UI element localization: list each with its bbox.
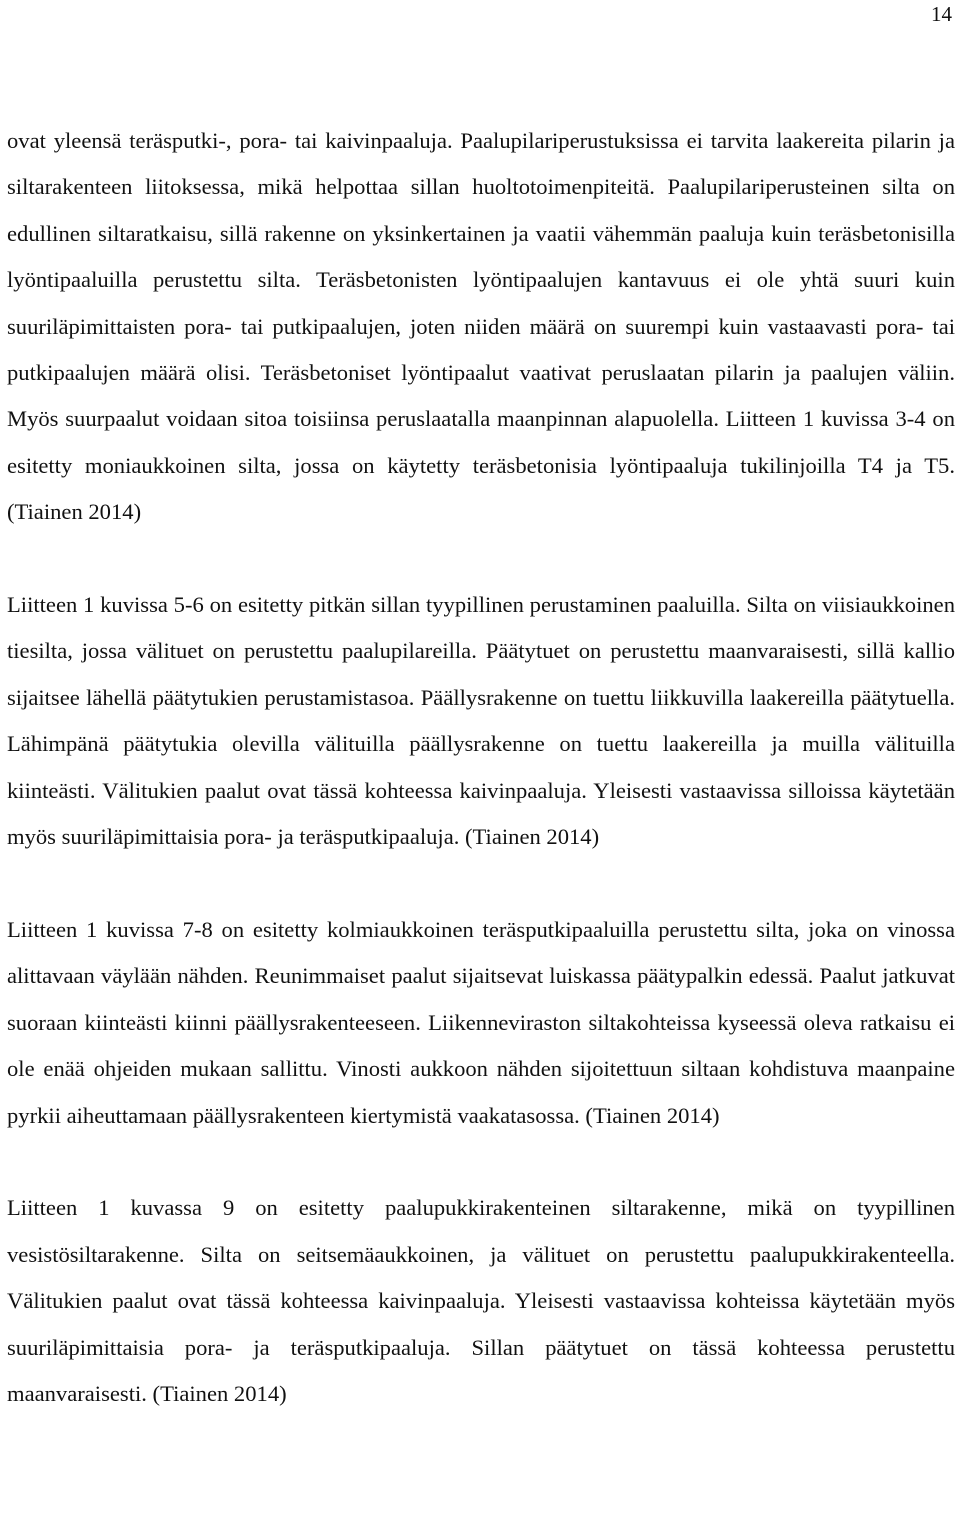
- body-text: [7, 118, 955, 1417]
- paragraph-4: Liitteen 1 kuvassa 9 on esitetty paalupukkirakenteinen siltarakenne, mikä on tyypillinen vesistösiltarakenne. Silta on seitsemäaukkoinen, ja välituet on perustettu paalupukkirakenteella. Välitukien paalut ovat tässä kohteessa kaivinpaaluja. Yleisesti vastaavissa kohteissa käytetään myös suuriläpimittaisia pora- ja teräsputkipaaluja. Sillan päätytuet on tässä kohteessa perustettu maanvaraisesti. (Tiainen 2014): [7, 1195, 955, 1406]
- paragraph-1: ovat yleensä teräsputki-, pora- tai kaivinpaaluja. Paalupilariperustuksissa ei tarvita laakereita pilarin ja siltarakenteen liitoksessa, mikä helpottaa sillan huoltotoimenpiteitä. Paalupilariperusteinen silta on edullinen siltaratkaisu, sillä rakenne on yksinkertainen ja vaatii vähemmän paaluja kuin teräsbetonisilla lyöntipaaluilla perustettu silta. Teräsbetonisten lyöntipaalujen kantavuus ei ole yhtä suuri kuin suuriläpimittaisten pora- tai putkipaalujen, joten niiden määrä on suurempi kuin vastaavasti pora- tai putkipaalujen määrä olisi. Teräsbetoniset lyöntipaalut vaativat peruslaatan pilarin ja paalujen väliin. Myös suurpaalut voidaan sitoa toisiinsa peruslaatalla maanpinnan alapuolella. Liitteen 1 kuvissa 3-4 on esitetty moniaukkoinen silta, jossa on käytetty teräsbetonisia lyöntipaaluja tukilinjoilla T4 ja T5. (Tiainen 2014): [7, 128, 955, 525]
- paragraph-2: Liitteen 1 kuvissa 5-6 on esitetty pitkän sillan tyypillinen perustaminen paaluilla. Silta on viisiaukkoinen tiesilta, jossa välituet on perustettu paalupilareilla. Päätytuet on perustettu maanvaraisesti, sillä kallio sijaitsee lähellä päätytukien perustamistasoa. Päällysrakenne on tuettu liikkuvilla laakereilla päätytuella. Lähimpänä päätytukia olevilla välituilla päällysrakenne on tuettu laakereilla ja muilla välituilla kiinteästi. Välitukien paalut ovat tässä kohteessa kaivinpaaluja. Yleisesti vastaavissa silloissa käytetään myös suuriläpimittaisia pora- ja teräsputkipaaluja. (Tiainen 2014): [7, 592, 955, 850]
- page-number: 14: [931, 2, 952, 26]
- paragraph-3: Liitteen 1 kuvissa 7-8 on esitetty kolmiaukkoinen teräsputkipaaluilla perustettu silta, joka on vinossa alittavaan väylään nähden. Reunimmaiset paalut sijaitsevat luiskassa päätypalkin edessä. Paalut jatkuvat suoraan kiinteästi kiinni päällysrakenteeseen. Liikenneviraston siltakohteissa kyseessä oleva ratkaisu ei ole enää ohjeiden mukaan sallittu. Vinosti aukkoon nähden sijoitettuun siltaan kohdistuva maanpaine pyrkii aiheuttamaan päällysrakenteen kiertymistä vaakatasossa. (Tiainen 2014): [7, 916, 955, 1128]
